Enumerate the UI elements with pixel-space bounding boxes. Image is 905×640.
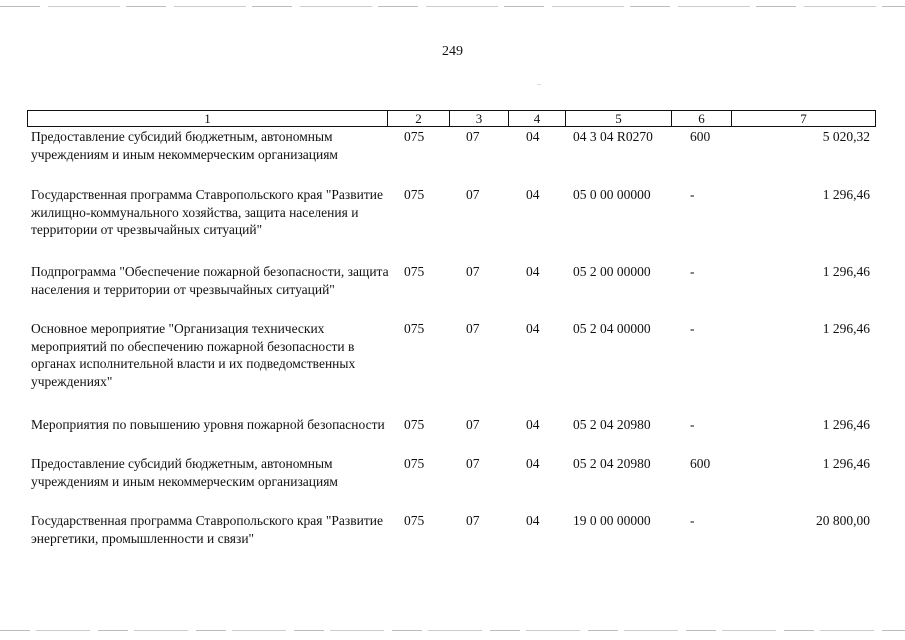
header-col-2: 2 [387,111,449,126]
row-vr: - [690,513,695,528]
row-pr: 04 [526,321,540,336]
row-sum: 20 800,00 [816,513,870,528]
row-vr: 600 [690,456,711,471]
page-number: 249 [442,44,463,59]
row-rz: 07 [466,129,480,144]
header-col-3: 3 [449,111,508,126]
row-sum: 1 296,46 [822,187,870,202]
row-pr: 04 [526,129,540,144]
row-pr: 04 [526,417,540,432]
row-ved: 075 [404,264,425,279]
row-sum: 1 296,46 [822,321,870,336]
row-csr: 05 2 04 20980 [573,456,651,471]
row-vr: - [690,264,695,279]
scan-speck [537,84,541,85]
row-vr: - [690,417,695,432]
row-ved: 075 [404,129,425,144]
header-col-4: 4 [508,111,565,126]
row-rz: 07 [466,321,480,336]
scan-edge-top [0,6,905,7]
row-csr: 05 2 04 00000 [573,321,651,336]
header-col-6: 6 [671,111,731,126]
row-vr: 600 [690,129,711,144]
row-sum: 1 296,46 [822,456,870,471]
row-name: Основное мероприятие "Организация технических мероприятий по обеспечению пожарной безопасности в органах исполнительной власти и их подведомственных учреждениях" [31,321,356,389]
row-csr: 04 3 04 R0270 [573,129,653,144]
row-name: Государственная программа Ставропольского края "Развитие жилищно-коммунального хозяйства, защита населения и территории от чрезвычайных ситуаций" [31,187,383,237]
row-name: Подпрограмма "Обеспечение пожарной безопасности, защита населения и территории от чрезвычайных ситуаций" [31,264,389,297]
row-rz: 07 [466,264,480,279]
row-rz: 07 [466,187,480,202]
row-pr: 04 [526,264,540,279]
row-name: Предоставление субсидий бюджетным, автономным учреждениям и иным некоммерческим организациям [31,456,338,489]
row-pr: 04 [526,513,540,528]
row-ved: 075 [404,513,425,528]
table-header [27,110,876,127]
row-name: Государственная программа Ставропольского края "Развитие энергетики, промышленности и связи" [31,513,383,546]
row-ved: 075 [404,417,425,432]
row-pr: 04 [526,456,540,471]
row-csr: 05 0 00 00000 [573,187,651,202]
row-ved: 075 [404,187,425,202]
row-sum: 1 296,46 [822,417,870,432]
row-pr: 04 [526,187,540,202]
row-rz: 07 [466,417,480,432]
row-rz: 07 [466,513,480,528]
header-col-7: 7 [731,111,875,126]
row-sum: 1 296,46 [822,264,870,279]
row-ved: 075 [404,321,425,336]
row-vr: - [690,321,695,336]
row-sum: 5 020,32 [822,129,870,144]
row-name: Мероприятия по повышению уровня пожарной безопасности [31,417,385,432]
row-vr: - [690,187,695,202]
scan-edge-bottom [0,630,905,631]
header-col-1: 1 [204,111,211,126]
header-col-5: 5 [565,111,671,126]
row-csr: 05 2 00 00000 [573,264,651,279]
row-rz: 07 [466,456,480,471]
row-name: Предоставление субсидий бюджетным, автономным учреждениям и иным некоммерческим организациям [31,129,338,162]
row-ved: 075 [404,456,425,471]
row-csr: 19 0 00 00000 [573,513,651,528]
row-csr: 05 2 04 20980 [573,417,651,432]
